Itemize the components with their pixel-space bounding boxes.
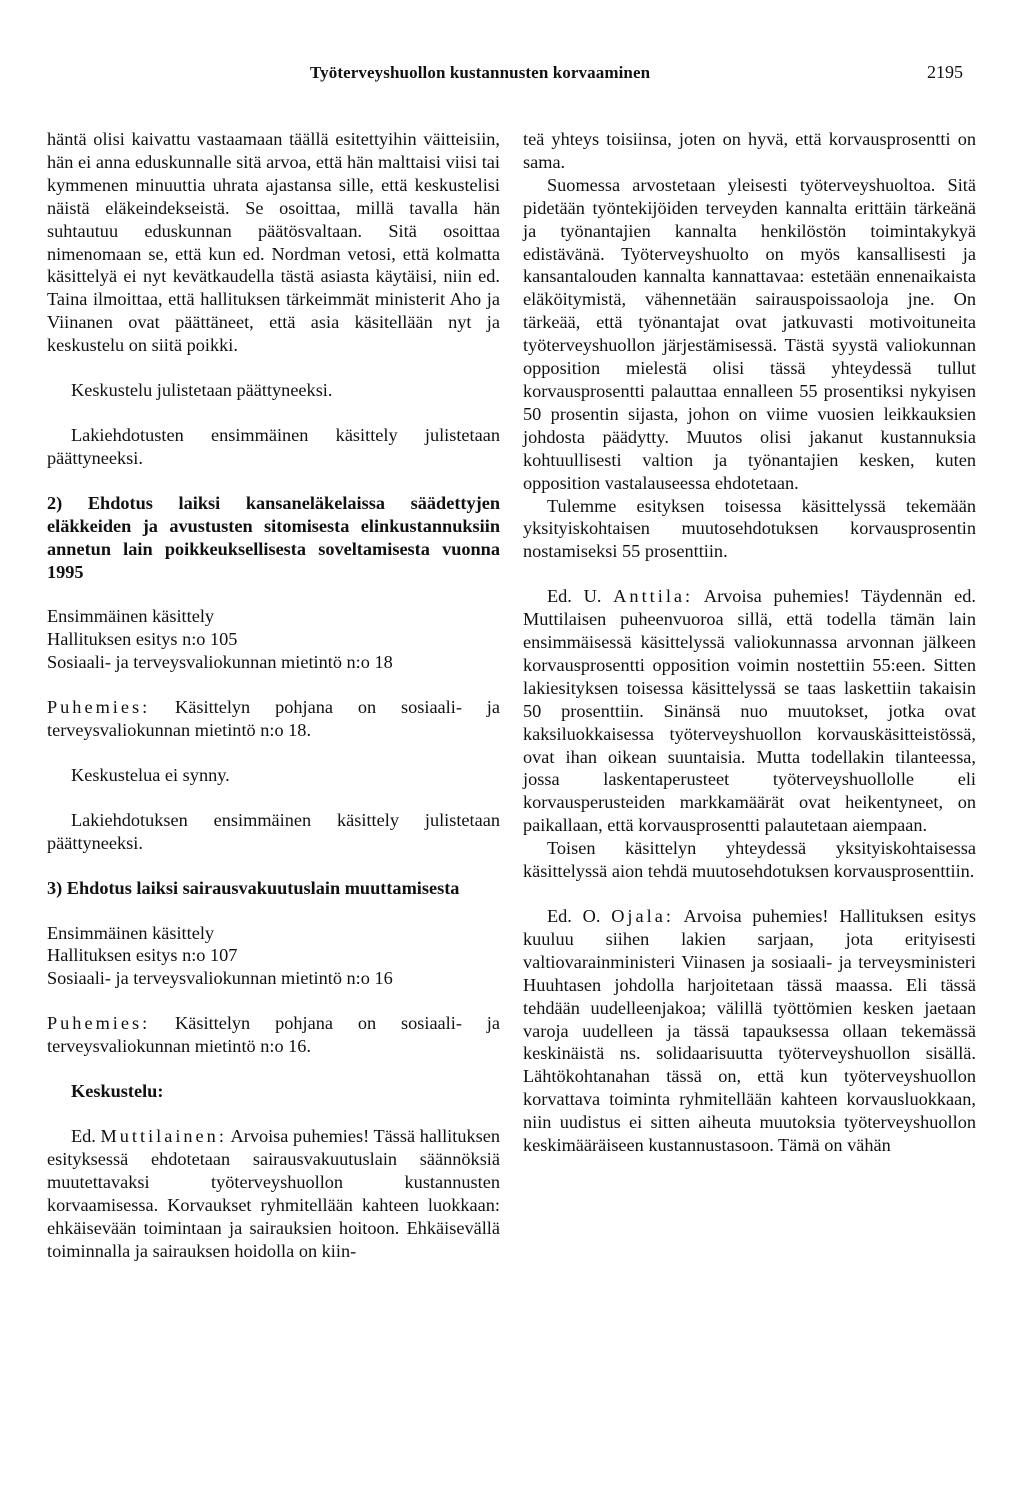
paragraph: häntä olisi kaivattu vastaamaan täällä esitettyihin väitteisiin, hän ei anna eduskunnalle sitä arvoa, että hän malttaisi viisi tai kymmenen minuuttia uhrata ajastansa sille, että keskustelisi näistä eläkeindekseistä. Se osoittaa, millä tavalla hän suhtautuu eduskunnan päätösvaltaan. Sitä osoittaa nimenomaan se, että kun ed. Nordman vetosi, että kolmatta käsittelyä ei nyt kevätkaudella tästä asiasta käytäisi, niin ed. Taina ilmoittaa, että hallituksen tärkeimmät ministerit Aho ja Viinanen ovat päättäneet, että asia käsitellään nyt ja keskustelu on siitä poikki. [47, 129, 500, 356]
speaker-paragraph [523, 585, 976, 837]
speech-text: Käsittelyn pohjana on sosiaali- ja terveysvaliokunnan mietintö n:o 18. [47, 697, 500, 741]
speech-text: Arvoisa puhemies! Tässä hallituksen esityksessä ehdotetaan sairausvakuutuslain säännöksiä muutettavaksi työterveyshuollon kustannusten korvaamisessa. Korvaukset ryhmitellään kahteen luokkaan: ehkäisevään toimintaan ja sairauksien hoitoon. Ehkäisevällä toiminnalla ja sairauksen hoidolla on kiin- [47, 1126, 500, 1261]
speaker-paragraph [47, 696, 500, 742]
speech-text: Arvoisa puhemies! Hallituksen esitys kuuluu siihen lakien sarjaan, jota erityisesti valtiovarainministeri Viinasen ja sosiaali- ja terveysministeri Huuhtasen johdolla harjoitetaan tässä maassa. Eli tässä tehdään uudelleenjakoa; välillä työttömien kesken jaetaan varoja uudelleen ja tässä tapauksessa ollaan tekemässä keskinäistä ns. solidaarisuutta työterveyshuollon sisällä. Lähtökohtanahan tässä on, että kun työterveyshuollon korvattava toiminta ryhmitellään kahteen korvausluokkaan, niin uudistus ei sitten aiheuta muutoksia työterveyshuollon keskimääräiseen kustannustasoon. Tämä on vähän [523, 906, 976, 1156]
speaker-name: Puhemies: [47, 1013, 151, 1034]
section-heading: 2) Ehdotus laiksi kansaneläkelaissa säädettyjen eläkkeiden ja avustusten sitomisesta elinkustannuksiin annetun lain poikkeuksellisesta soveltamisesta vuonna 1995 [47, 492, 500, 582]
speaker-prefix: Ed. U. [547, 586, 614, 607]
speech-text: Arvoisa puhemies! Täydennän ed. Muttilaisen puheenvuoroa sillä, että todella tämän lain ensimmäisessä käsittelyssä valiokunnassa arvonnan jälkeen korvausprosentti opposition voimin nostettiin 55:een. Sitten lakiesityksen toisessa käsittelyssä se taas laskettiin takaisin 50 prosenttiin. Sinänsä nuo muutokset, jotka ovat kaksiluokkaisessa työterveyshuollon korvauskäsitteistössä, ovat ihan oikean suuntaisia. Mutta todellakin tilanteessa, jossa laskentaperusteet työterveyshuollolle eli korvausperusteiden markkamäärät ovat heikentyneet, on paikallaan, että korvausprosentti palautetaan aiempaan. [523, 586, 976, 836]
text-line: Sosiaali- ja terveysvaliokunnan mietintö n:o 16 [47, 968, 393, 989]
paragraph: Keskustelu julistetaan päättyneeksi. [71, 380, 333, 401]
paragraph: Lakiehdotusten ensimmäinen käsittely julistetaan päättyneeksi. [47, 424, 500, 468]
speaker-prefix: Ed. O. [547, 906, 612, 926]
text-line: Ensimmäinen käsittely [47, 606, 215, 627]
running-header: Työterveyshuollon kustannusten korvaaminen [310, 63, 651, 82]
paragraph: Tulemme esityksen toisessa käsittelyssä tekemään yksityiskohtaisen muutosehdotuksen korvausprosentin nostamiseksi 55 prosenttiin. [523, 495, 976, 562]
paragraph: Toisen käsittelyn yhteydessä yksityiskohtaisessa käsittelyssä aion tehdä muutosehdotuksen korvausprosenttiin. [523, 838, 976, 882]
left-column [47, 128, 500, 1262]
paragraph: Lakiehdotuksen ensimmäinen käsittely julistetaan päättyneeksi. [47, 809, 500, 853]
text-line: Ensimmäinen käsittely [47, 922, 215, 943]
text-line: Sosiaali- ja terveysvaliokunnan mietintö n:o 18 [47, 652, 393, 673]
paragraph: teä yhteys toisiinsa, joten on hyvä, että korvausprosentti on sama. [523, 129, 976, 172]
speaker-name: Anttila: [613, 586, 694, 607]
section-heading: 3) Ehdotus laiksi sairausvakuutuslain muuttamisesta [47, 877, 460, 898]
text-line: Hallituksen esitys n:o 105 [47, 629, 238, 650]
speaker-prefix: Ed. [71, 1126, 101, 1146]
text-line: Hallituksen esitys n:o 107 [47, 945, 238, 966]
paragraph: Keskustelua ei synny. [71, 764, 230, 785]
speaker-name: Puhemies: [47, 697, 151, 718]
right-column [523, 128, 976, 1157]
speaker-paragraph [523, 905, 976, 1157]
speaker-name: Ojala: [611, 906, 674, 926]
page-number: 2195 [927, 62, 963, 82]
paragraph: Suomessa arvostetaan yleisesti työterveyshuoltoa. Sitä pidetään työntekijöiden terveyden kannalta erittäin tärkeänä ja työnantajien kannalta henkilöstön toimintakykyä edistävänä. Työterveyshuolto on myös kansallisesti ja kansantalouden kannalta kannattavaa: estetään ennenaikaista eläköitymistä, vähennetään sairauspoissaoloja jne. On tärkeää, että työnantajat ovat jatkuvasti motivoituneita työterveyshuollon järjestämisessä. Tästä syystä valiokunnan opposition mielestä olisi tässä yhteydessä tullut korvausprosentti palauttaa ennalleen 55 prosentiksi nykyisen 50 prosentin sijasta, johon on viime vuosien leikkauksien johdosta päädytty. Muutos olisi jakanut kustannuksia kohtuullisesti valtion ja työnantajien kesken, kuten opposition vastalauseessa ehdotetaan. [523, 174, 976, 493]
speaker-paragraph [47, 1125, 500, 1262]
speech-text: Käsittelyn pohjana on sosiaali- ja terveysvaliokunnan mietintö n:o 16. [47, 1013, 500, 1057]
discussion-heading: Keskustelu: [71, 1081, 164, 1102]
speaker-name: Muttilainen: [100, 1126, 227, 1146]
speaker-paragraph [47, 1012, 500, 1058]
